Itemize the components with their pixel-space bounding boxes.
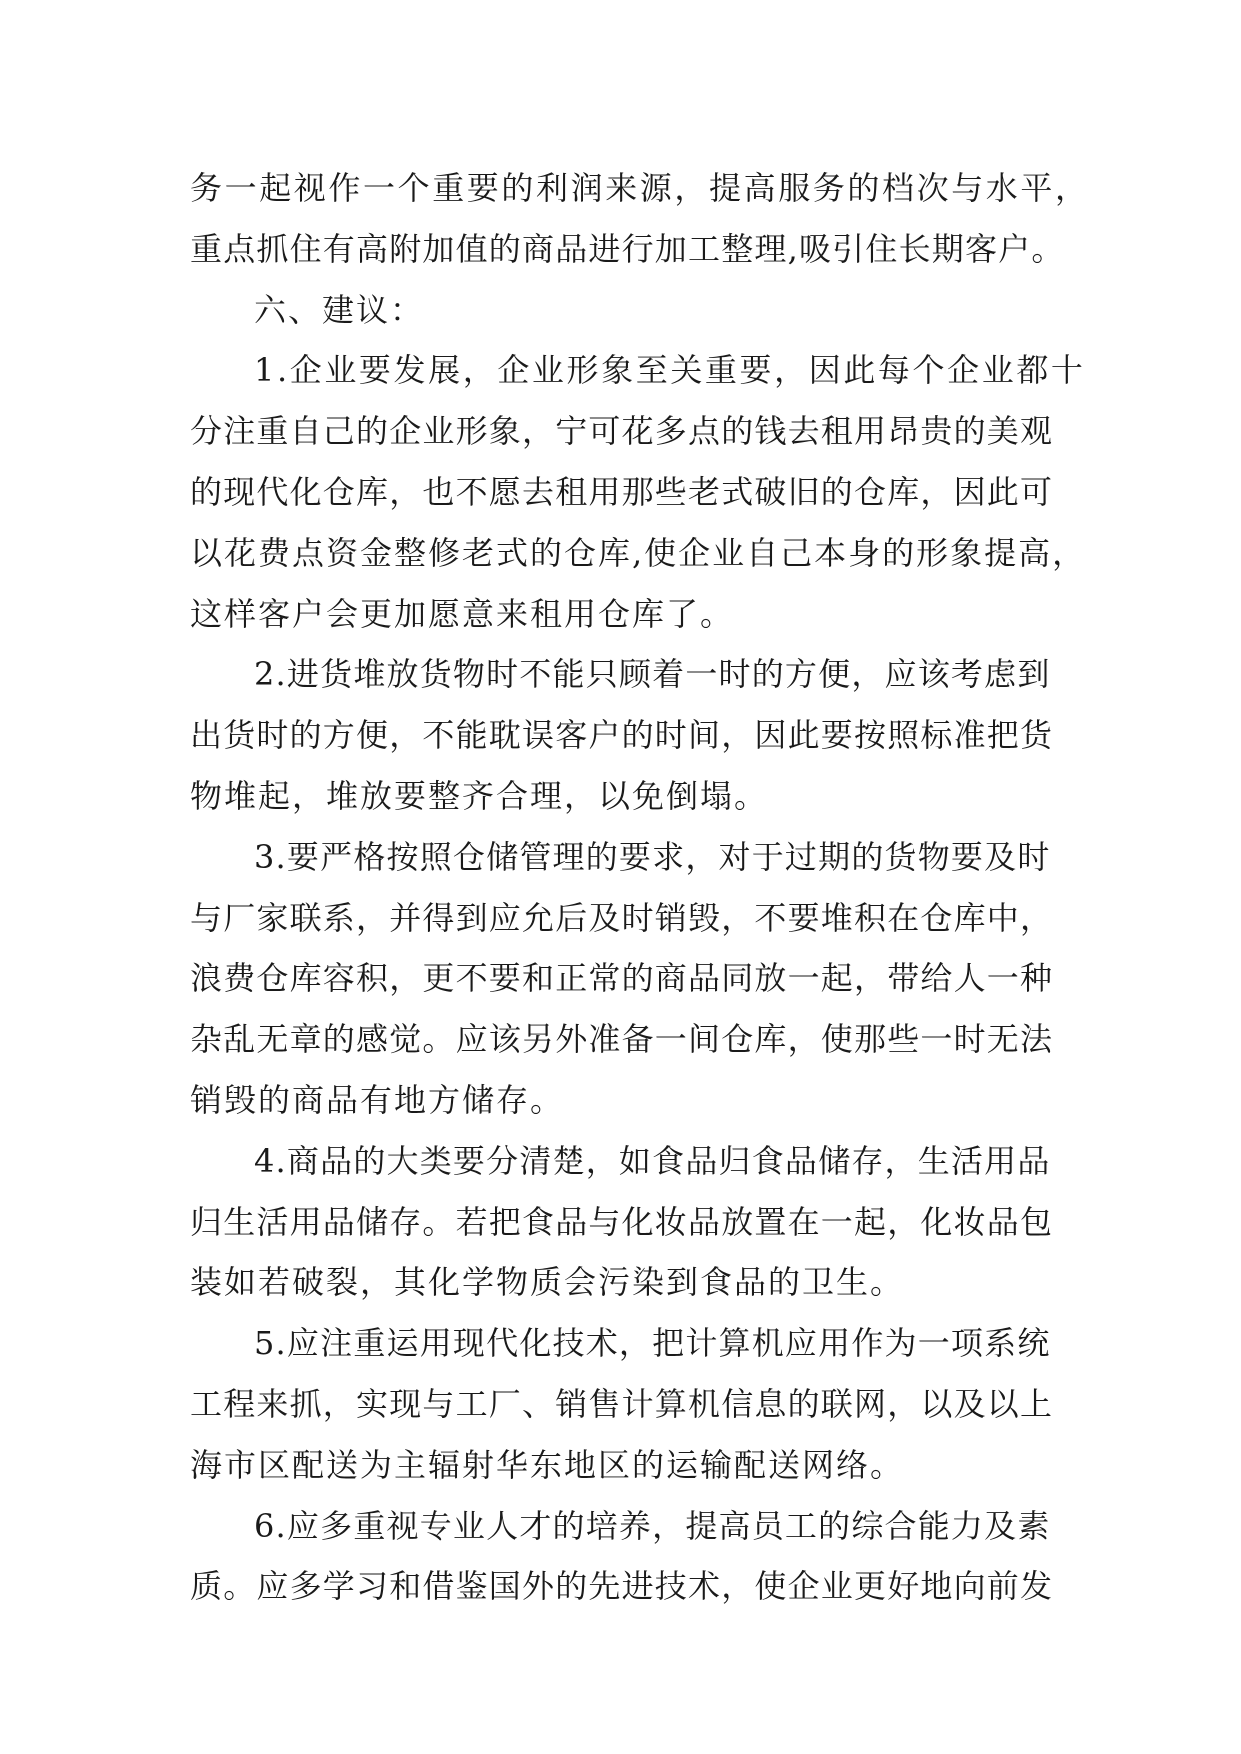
paragraph-line: 1.企业要发展，企业形象至关重要，因此每个企业都十 bbox=[254, 351, 1086, 390]
body-text bbox=[190, 158, 1090, 1617]
paragraph-line: 工程来抓，实现与工厂、销售计算机信息的联网，以及以上 bbox=[190, 1384, 1054, 1423]
paragraph-line: 4.商品的大类要分清楚，如食品归食品储存，生活用品 bbox=[254, 1141, 1051, 1180]
paragraph-line: 质。应多学习和借鉴国外的先进技术，使企业更好地向前发 bbox=[190, 1567, 1054, 1606]
paragraph-line: 以花费点资金整修老式的仓库,使企业自己本身的形象提高， bbox=[190, 533, 1087, 572]
paragraph-line: 2.进货堆放货物时不能只顾着一时的方便，应该考虑到 bbox=[254, 655, 1051, 694]
paragraph-line: 6.应多重视专业人才的培养，提高员工的综合能力及素 bbox=[254, 1506, 1051, 1545]
paragraph-line: 归生活用品储存。若把食品与化妆品放置在一起，化妆品包 bbox=[190, 1202, 1054, 1241]
paragraph-line: 装如若破裂，其化学物质会污染到食品的卫生。 bbox=[190, 1263, 905, 1302]
paragraph-line: 这样客户会更加愿意来租用仓库了。 bbox=[190, 594, 735, 633]
paragraph-line: 5.应注重运用现代化技术，把计算机应用作为一项系统 bbox=[254, 1324, 1051, 1363]
section-heading: 六、建议： bbox=[254, 290, 425, 329]
paragraph-line: 3.要严格按照仓储管理的要求，对于过期的货物要及时 bbox=[254, 837, 1051, 876]
paragraph-line: 的现代化仓库，也不愿去租用那些老式破旧的仓库，因此可 bbox=[190, 472, 1054, 511]
paragraph-line: 出货时的方便，不能耽误客户的时间，因此要按照标准把货 bbox=[190, 716, 1054, 755]
paragraph-line: 分注重自己的企业形象，宁可花多点的钱去租用昂贵的美观 bbox=[190, 412, 1054, 451]
paragraph-line: 务一起视作一个重要的利润来源，提高服务的档次与水平， bbox=[190, 169, 1090, 207]
paragraph-line: 海市区配送为主辐射华东地区的运输配送网络。 bbox=[190, 1445, 905, 1484]
paragraph-line: 销毁的商品有地方储存。 bbox=[190, 1080, 565, 1119]
paragraph-line: 杂乱无章的感觉。应该另外准备一间仓库，使那些一时无法 bbox=[190, 1020, 1054, 1059]
paragraph-line: 与厂家联系，并得到应允后及时销毁，不要堆积在仓库中， bbox=[190, 898, 1054, 937]
paragraph-line: 物堆起，堆放要整齐合理，以免倒塌。 bbox=[190, 776, 769, 815]
paragraph-line: 浪费仓库容积，更不要和正常的商品同放一起，带给人一种 bbox=[190, 959, 1054, 998]
paragraph-line: 重点抓住有高附加值的商品进行加工整理,吸引住长期客户。 bbox=[190, 229, 1065, 268]
